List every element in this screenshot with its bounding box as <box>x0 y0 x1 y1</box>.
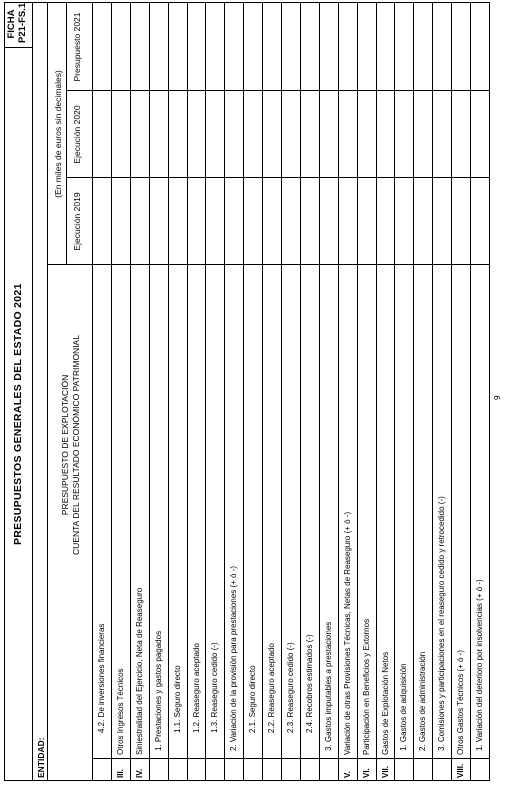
row-divider <box>300 2 301 781</box>
ficha-divider <box>4 47 32 48</box>
row-divider <box>489 2 490 781</box>
row-divider <box>243 2 244 781</box>
column-header-2020: Ejecución 2020 <box>72 105 82 164</box>
row-label: 2. Variación de la provisión para prestaciones (+ ó -) <box>229 565 239 751</box>
units-divider <box>66 3 67 265</box>
column-header-2021: Presupuesto 2021 <box>72 12 82 82</box>
row-divider <box>111 2 112 781</box>
column-header-2019: Ejecución 2019 <box>72 192 82 251</box>
row-divider <box>376 2 377 781</box>
header-bottom-line <box>92 2 93 781</box>
row-divider <box>168 2 169 781</box>
row-divider <box>319 2 320 781</box>
row-divider <box>413 2 414 781</box>
row-number: VIII. <box>456 763 466 778</box>
entity-divider <box>47 2 48 781</box>
row-label: 1. Gastos de adquisición <box>399 663 409 751</box>
row-divider <box>281 2 282 781</box>
row-divider <box>205 2 206 781</box>
row-label: 1.2. Reaseguro aceptado <box>191 643 201 733</box>
row-label: 1. Prestaciones y gastos pagados <box>153 630 163 751</box>
row-divider <box>357 2 358 781</box>
row-divider <box>338 2 339 781</box>
row-divider <box>451 2 452 781</box>
row-divider <box>224 2 225 781</box>
row-label: 1. Variación del deterioro por insolvencias (+ ó -) <box>475 579 484 751</box>
row-label: Gastos de Explotación Netos <box>380 651 390 755</box>
title-divider <box>32 2 33 781</box>
row-label: Variación de otras Provisiones Técnicas, Netas de Reaseguro (+ ó -) <box>342 511 352 755</box>
row-label: 3. Comisiones y participaciones en el reaseguro cedido y retrocedido (-) <box>437 496 447 751</box>
subtitle-line-1: PRESUPUESTO DE EXPLOTACIÓN <box>60 374 70 516</box>
row-divider <box>394 2 395 781</box>
row-number: VI. <box>361 768 371 778</box>
row-divider <box>432 2 433 781</box>
row-number: III. <box>115 769 125 778</box>
entity-label: ENTIDAD: <box>36 737 46 778</box>
row-number: IV. <box>134 768 144 778</box>
row-number: V. <box>342 771 352 778</box>
row-divider <box>130 2 131 781</box>
page-title: PRESUPUESTOS GENERALES DEL ESTADO 2021 <box>12 283 24 545</box>
row-label: 2.1. Seguro directo <box>248 665 258 733</box>
row-label: Otros Gastos Técnicos (+ ó -) <box>456 650 466 755</box>
ficha-code: P21-FS.1 <box>17 2 28 43</box>
row-label: 2. Gastos de administración <box>418 651 428 751</box>
row-label: 2.4. Recobros estimados (-) <box>304 634 314 733</box>
row-label: 3. Gastos imputables a prestaciones <box>323 621 333 751</box>
row-divider <box>262 2 263 781</box>
row-label: 4.2. De inversiones financieras <box>97 623 106 733</box>
row-label: 1.3. Reaseguro cedido (-) <box>210 642 220 733</box>
row-divider <box>187 2 188 781</box>
row-number: VII. <box>380 765 390 778</box>
row-label: Siniestralidad del Ejercicio, Neta de Reaseguro <box>134 587 144 755</box>
column-divider-1 <box>47 264 490 265</box>
page-number: 9 <box>493 395 502 400</box>
row-label: 1.1. Seguro directo <box>172 665 182 733</box>
row-label: Otros Ingresos Técnicos <box>115 668 125 755</box>
row-divider <box>470 2 471 781</box>
roman-column-divider <box>92 758 490 759</box>
ficha-label: FICHA <box>6 9 17 39</box>
row-divider <box>149 2 150 781</box>
subtitle-line-2: CUENTA DEL RESULTADO ECONÓMICO PATRIMONIAL <box>71 335 81 555</box>
row-label: 2.3. Reaseguro cedido (-) <box>286 642 295 733</box>
row-label: Participación en Beneficios y Extornos <box>361 618 371 755</box>
units-note: (En miles de euros sin decimales) <box>53 70 63 198</box>
row-label: 2.2. Reaseguro aceptado <box>267 643 277 733</box>
